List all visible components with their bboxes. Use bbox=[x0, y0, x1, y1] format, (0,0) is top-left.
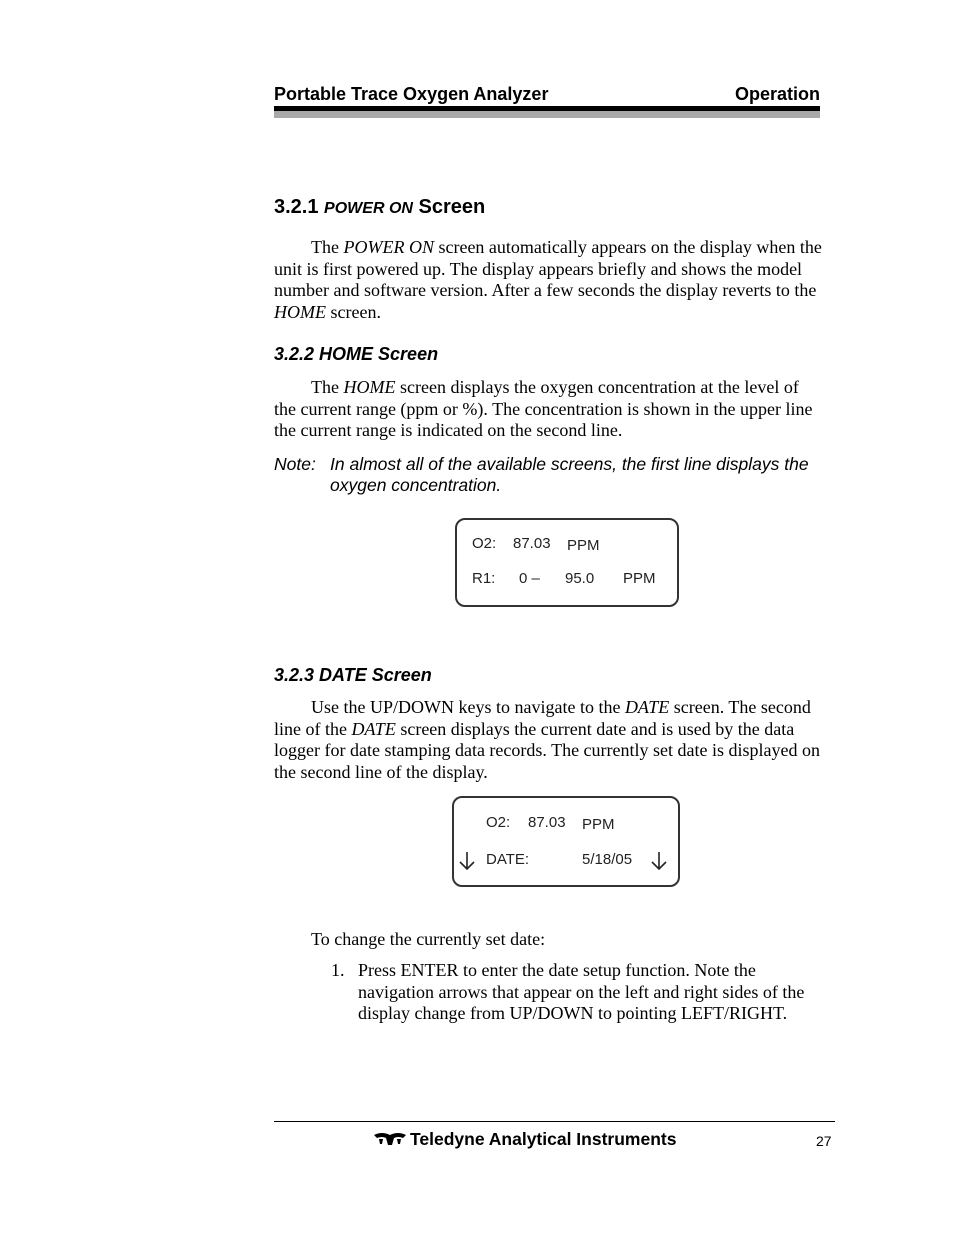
page-number: 27 bbox=[816, 1133, 832, 1149]
note-text: In almost all of the available screens, the first line displays the oxygen concentration. bbox=[330, 454, 809, 495]
date-line1-unit: PPM bbox=[582, 816, 615, 833]
date-line2-value: 5/18/05 bbox=[582, 851, 633, 868]
footer-rule bbox=[274, 1121, 835, 1122]
section-heading-321: 3.2.1 POWER ON Screen bbox=[274, 196, 486, 218]
paragraph-date: Use the UP/DOWN keys to navigate to the DATE screen. The second line of the DATE screen displays the current date and is used by the data logger for date stamping data records. The currently set date is displayed on the second line of the display. bbox=[274, 697, 820, 782]
down-arrow-icon bbox=[458, 850, 476, 872]
header-section: Operation bbox=[734, 84, 820, 104]
home-line2-unit: PPM bbox=[623, 570, 656, 587]
date-display bbox=[452, 796, 680, 887]
header-rule-shadow bbox=[274, 111, 820, 118]
down-arrow-icon bbox=[650, 850, 668, 872]
home-line1-value: 87.03 bbox=[513, 535, 551, 552]
footer-company: Teledyne Analytical Instruments bbox=[410, 1129, 677, 1149]
date-line1-value: 87.03 bbox=[528, 814, 566, 831]
paragraph-power-on: The POWER ON screen automatically appears on the display when the unit is first powered up. The display appears briefly and shows the model number and software version. After a few seconds the display reverts to the HOME screen. bbox=[274, 237, 822, 322]
header-title: Portable Trace Oxygen Analyzer bbox=[274, 84, 549, 104]
list-item-number: 1. bbox=[331, 960, 345, 980]
home-display bbox=[455, 518, 679, 607]
list-item-text: Press ENTER to enter the date setup function. Note the navigation arrows that appear on the left and right sides of the display change from UP/DOWN to pointing LEFT/RIGHT. bbox=[358, 960, 805, 1023]
date-line1-label: O2: bbox=[486, 814, 511, 831]
home-line1-label: O2: bbox=[472, 535, 497, 552]
teledyne-logo-icon bbox=[373, 1130, 407, 1146]
section-heading-323: 3.2.3 DATE Screen bbox=[274, 665, 432, 685]
home-line2-label: R1: bbox=[472, 570, 496, 587]
home-line1-unit: PPM bbox=[567, 537, 600, 554]
paragraph-home: The HOME screen displays the oxygen concentration at the level of the current range (ppm or %). The concentration is shown in the upper line the current range is indicated on the second line. bbox=[274, 377, 813, 440]
section-heading-322: 3.2.2 HOME Screen bbox=[274, 344, 439, 364]
home-line2-from: 0 – bbox=[519, 570, 540, 587]
note-label: Note: bbox=[274, 454, 316, 474]
date-line2-label: DATE: bbox=[486, 851, 530, 868]
home-line2-to: 95.0 bbox=[565, 570, 595, 587]
change-date-intro: To change the currently set date: bbox=[311, 929, 546, 949]
